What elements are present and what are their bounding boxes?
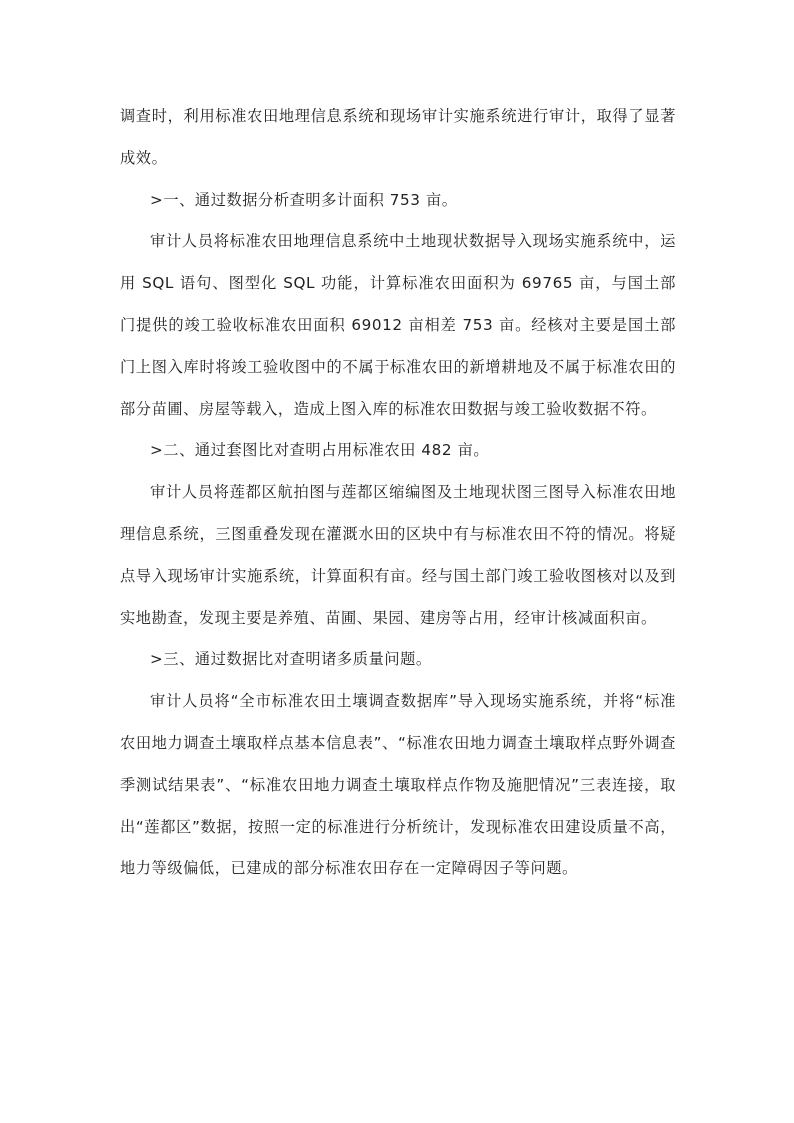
section-heading-1: >一、通过数据分析查明多计面积 753 亩。 [150, 190, 458, 209]
document-body [120, 96, 676, 890]
paragraph-section-2: 审计人员将莲都区航拍图与莲都区缩编图及土地现状图三图导入标准农田地理信息系统，三图重叠发现在灌溉水田的区块中有与标准农田不符的情况。将疑点导入现场审计实施系统，计算面积有亩。经与国土部门竣工验收图核对以及到实地勘查，发现主要是养殖、苗圃、果园、建房等占用，经审计核减面积亩。 [120, 483, 676, 627]
section-heading-3: >三、通过数据比对查明诸多质量问题。 [150, 650, 432, 669]
paragraph-section-3: 审计人员将“全市标准农田土壤调查数据库”导入现场实施系统，并将“标准农田地力调查土壤取样点基本信息表”、“标准农田地力调查土壤取样点野外调查季测试结果表”、“标准农田地力调查土壤取样点作物及施肥情况”三表连接，取出“莲都区”数据，按照一定的标准进行分析统计，发现标准农田建设质量不高，地力等级偏低，已建成的部分标准农田存在一定障碍因子等问题。 [120, 692, 676, 878]
section-heading-2: >二、通过套图比对查明占用标准农田 482 亩。 [150, 441, 490, 460]
paragraph-section-1: 审计人员将标准农田地理信息系统中土地现状数据导入现场实施系统中，运用 SQL 语句、图型化 SQL 功能，计算标准农田面积为 69765 亩，与国土部门提供的竣工验收标准农田面积 69012 亩相差 753 亩。经核对主要是国土部门上图入库时将竣工验收图中的不属于标准农田的新增耕地及不属于标准农田的部分苗圃、房屋等载入，造成上图入库的标准农田数据与竣工验收数据不符。 [120, 232, 676, 418]
paragraph-intro: 调查时，利用标准农田地理信息系统和现场审计实施系统进行审计，取得了显著成效。 [120, 107, 676, 167]
